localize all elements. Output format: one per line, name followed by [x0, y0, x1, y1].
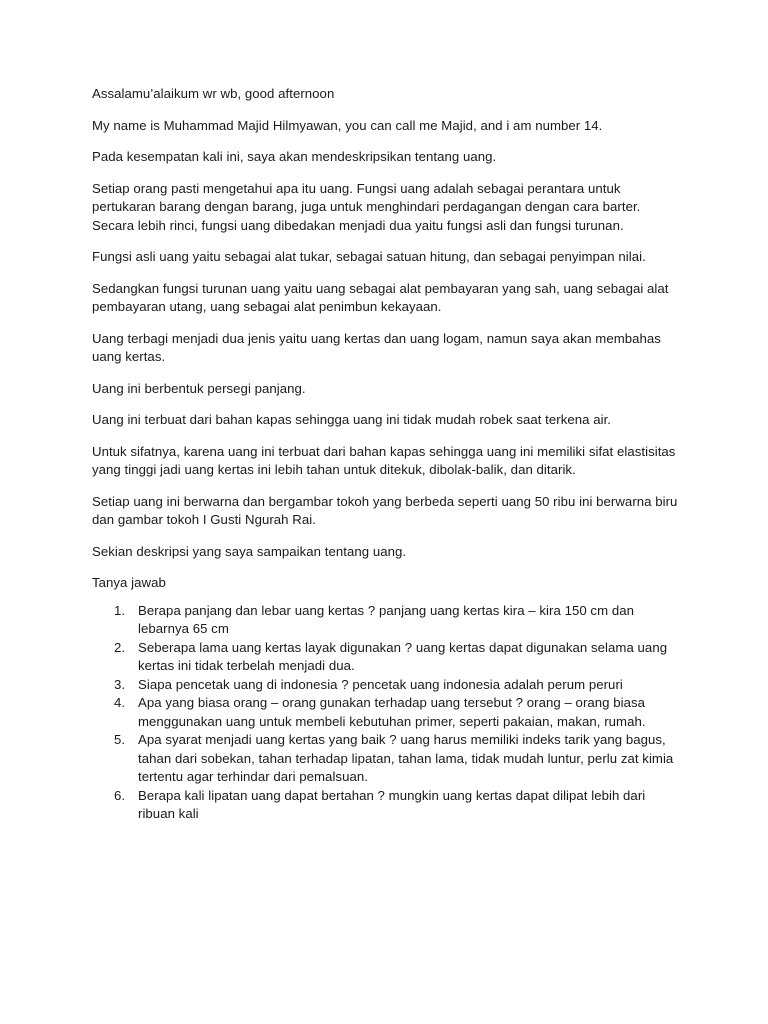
qa-heading: Tanya jawab	[92, 575, 166, 590]
qa-item	[92, 787, 684, 824]
qa-item-number: 5.	[114, 732, 126, 747]
color-figure-paragraph: Setiap uang ini berwarna dan bergambar tokoh yang berbeda seperti uang 50 ribu ini berwarna biru dan gambar tokoh I Gusti Ngurah Rai.	[92, 493, 678, 527]
qa-item-text: Apa syarat menjadi uang kertas yang baik ? uang harus memiliki indeks tarik yang bagus, tahan dari sobekan, tahan terhadap lipatan, tahan lama, tidak mudah luntur, perlu zat kimia tertentu agar terhindar dari pemalsuan.	[138, 732, 674, 784]
greeting-paragraph: Assalamu’alaikum wr wb, good afternoon	[92, 86, 335, 101]
qa-item	[92, 602, 684, 639]
qa-item-number: 2.	[114, 639, 126, 655]
qa-item-text: Apa yang biasa orang – orang gunakan terhadap uang tersebut ? orang – orang biasa menggunakan uang untuk membeli kebutuhan primer, seperti pakaian, makan, rumah.	[138, 695, 646, 729]
shape-paragraph: Uang ini berbentuk persegi panjang.	[92, 380, 306, 396]
properties-paragraph: Untuk sifatnya, karena uang ini terbuat dari bahan kapas sehingga uang ini memiliki sifat elastisitas yang tinggi jadi uang kertas ini lebih tahan untuk ditekuk, dibolak-balik, dan ditarik.	[92, 443, 676, 477]
qa-item	[92, 639, 684, 676]
document-page	[92, 85, 684, 824]
topic-paragraph: Pada kesempatan kali ini, saya akan mendeskripsikan tentang uang.	[92, 149, 497, 164]
qa-item-number: 3.	[114, 676, 126, 692]
introduction-paragraph: My name is Muhammad Majid Hilmyawan, you can call me Majid, and i am number 14.	[92, 117, 603, 133]
qa-list	[92, 602, 684, 824]
money-types-paragraph: Uang terbagi menjadi dua jenis yaitu uang kertas dan uang logam, namun saya akan membahas uang kertas.	[92, 330, 661, 364]
qa-item-text: Siapa pencetak uang di indonesia ? pencetak uang indonesia adalah perum peruri	[138, 676, 623, 692]
qa-item	[92, 731, 684, 787]
qa-item	[92, 694, 684, 731]
qa-item-text: Berapa panjang dan lebar uang kertas ? panjang uang kertas kira – kira 150 cm dan lebarnya 65 cm	[138, 602, 634, 636]
qa-item-number: 1.	[114, 602, 126, 618]
derived-function-paragraph: Sedangkan fungsi turunan uang yaitu uang sebagai alat pembayaran yang sah, uang sebagai alat pembayaran utang, uang sebagai alat penimbun kekayaan.	[92, 280, 669, 314]
closing-paragraph: Sekian deskripsi yang saya sampaikan tentang uang.	[92, 543, 407, 559]
qa-item-text: Berapa kali lipatan uang dapat bertahan ? mungkin uang kertas dapat dilipat lebih dari ribuan kali	[138, 787, 646, 821]
original-function-paragraph: Fungsi asli uang yaitu sebagai alat tukar, sebagai satuan hitung, dan sebagai penyimpan nilai.	[92, 249, 646, 264]
qa-item-number: 6.	[114, 787, 126, 803]
money-function-paragraph: Setiap orang pasti mengetahui apa itu uang. Fungsi uang adalah sebagai perantara untuk pertukaran barang dengan barang, juga untuk menghindari perdagangan dengan cara barter. Secara lebih rinci, fungsi uang dibedakan menjadi dua yaitu fungsi asli dan fungsi turunan.	[92, 180, 641, 233]
material-paragraph: Uang ini terbuat dari bahan kapas sehingga uang ini tidak mudah robek saat terkena air.	[92, 412, 612, 427]
qa-item	[92, 676, 684, 695]
qa-item-text: Seberapa lama uang kertas layak digunakan ? uang kertas dapat digunakan selama uang kertas ini tidak terbelah menjadi dua.	[138, 639, 668, 673]
qa-item-number: 4.	[114, 695, 126, 710]
